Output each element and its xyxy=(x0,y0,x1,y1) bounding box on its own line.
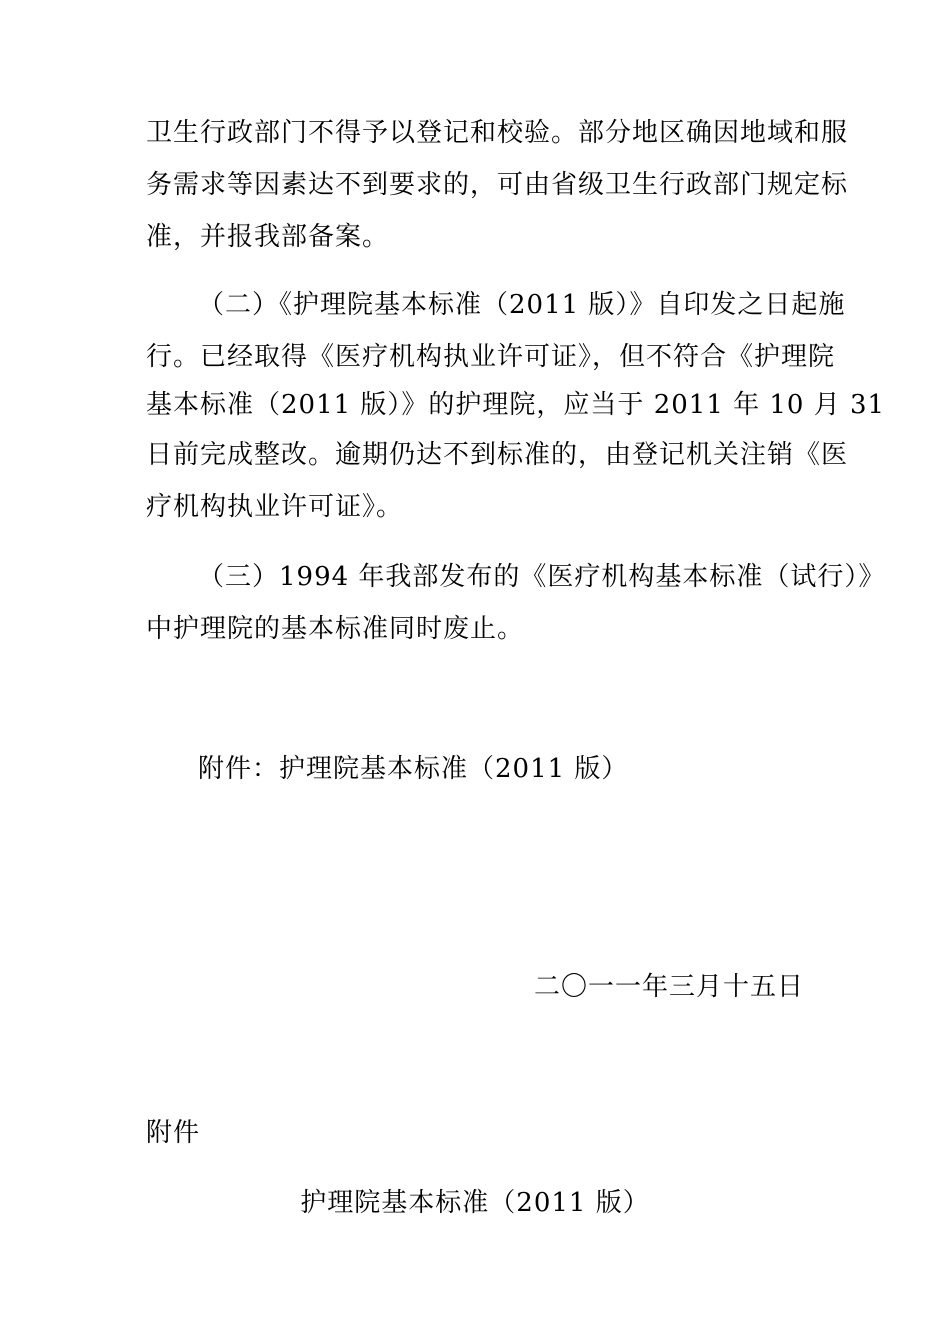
paragraph-3-line-2: 中护理院的基本标准同时废止。 xyxy=(146,614,525,644)
paragraph-2-line-4: 日前完成整改。逾期仍达不到标准的，由登记机关注销《医 xyxy=(146,440,849,470)
paragraph-2-line-5: 疗机构执业许可证》。 xyxy=(146,492,404,522)
paragraph-1-line-2: 务需求等因素达不到要求的，可由省级卫生行政部门规定标 xyxy=(146,170,849,200)
paragraph-1-line-3: 准，并报我部备案。 xyxy=(146,222,390,252)
attachment-heading: 附件 xyxy=(146,1118,201,1148)
attachment-note: 附件：护理院基本标准（2011 版） xyxy=(198,754,629,784)
document-date: 二〇一一年三月十五日 xyxy=(533,972,804,1002)
paragraph-2-line-2: 行。已经取得《医疗机构执业许可证》，但不符合《护理院 xyxy=(146,342,836,372)
paragraph-2-line-3: 基本标准（2011 版）》的护理院，应当于 2011 年 10 月 31 xyxy=(146,390,886,420)
paragraph-2-line-1: （二）《护理院基本标准（2011 版）》自印发之日起施 xyxy=(198,290,846,320)
attachment-title: 护理院基本标准（2011 版） xyxy=(300,1188,650,1218)
paragraph-3-line-1: （三）1994 年我部发布的《医疗机构基本标准（试行）》 xyxy=(198,562,886,592)
paragraph-1-line-1: 卫生行政部门不得予以登记和校验。部分地区确因地域和服 xyxy=(146,118,849,148)
